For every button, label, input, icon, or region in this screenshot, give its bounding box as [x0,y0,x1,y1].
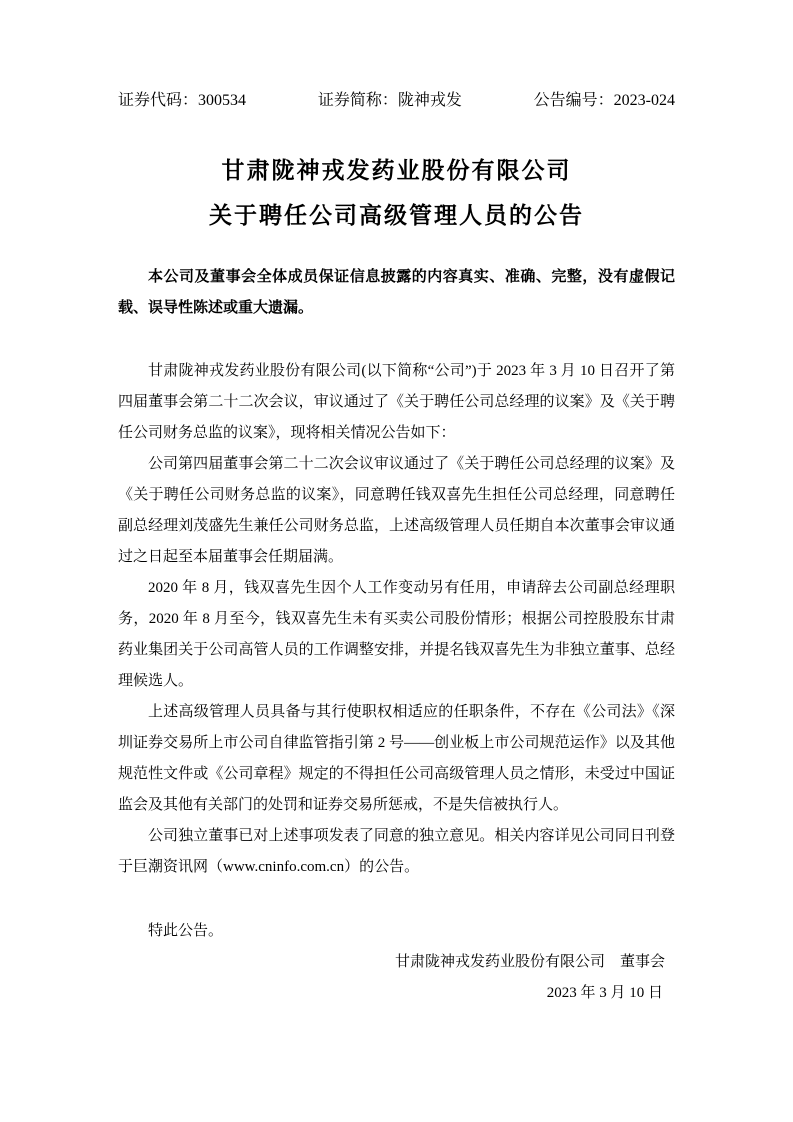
document-title-line2: 关于聘任公司高级管理人员的公告 [209,202,584,228]
paragraph-1: 甘肃陇神戎发药业股份有限公司(以下简称“公司”)于 2023 年 3 月 10 日召开了第四届董事会第二十二次会议，审议通过了《关于聘任公司总经理的议案》及《关于聘任公司财务总监的议案》，现将相关情况公告如下： [118,363,675,441]
securities-header-row [118,90,675,112]
paragraph-2: 公司第四届董事会第二十二次会议审议通过了《关于聘任公司总经理的议案》及《关于聘任公司财务总监的议案》，同意聘任钱双喜先生担任公司总经理，同意聘任副总经理刘茂盛先生兼任公司财务总监，上述高级管理人员任期自本次董事会审议通过之日起至本届董事会任期届满。 [118,456,675,565]
announcement-body [118,356,675,1009]
disclosure-statement: 本公司及董事会全体成员保证信息披露的内容真实、准确、完整，没有虚假记载、误导性陈述或重大遗漏。 [118,269,675,316]
stock-code: 证券代码：300534 [118,92,247,109]
document-title [118,148,675,238]
document-content [118,0,675,1009]
closing-statement: 特此公告。 [148,923,224,939]
paragraph-3: 2020 年 8 月，钱双喜先生因个人工作变动另有任用，申请辞去公司副总经理职务，2020 年 8 月至今，钱双喜先生未有买卖公司股份情形；根据公司控股股东甘肃药业集团关于公司高管人员的工作调整安排，并提名钱双喜先生为非独立董事、总经理候选人。 [118,580,675,689]
document-title-line1: 甘肃陇神戎发药业股份有限公司 [221,157,572,183]
paragraph-5: 公司独立董事已对上述事项发表了同意的独立意见。相关内容详见公司同日刊登于巨潮资讯网（www.cninfo.com.cn）的公告。 [118,828,675,875]
announcement-number: 公告编号：2023-024 [533,92,675,109]
announcement-date: 2023 年 3 月 10 日 [546,985,663,1001]
stock-short-name: 证券简称：陇神戎发 [317,92,462,109]
board-signature: 甘肃陇神戎发药业股份有限公司 董事会 [394,954,665,970]
paragraph-4: 上述高级管理人员具备与其行使职权相适应的任职条件，不存在《公司法》《深圳证券交易所上市公司自律监管指引第 2 号——创业板上市公司规范运作》以及其他规范性文件或《公司章程》规定的不得担任公司高级管理人员之情形，未受过中国证监会及其他有关部门的处罚和证券交易所惩戒，不是失信被执行人。 [118,704,675,813]
